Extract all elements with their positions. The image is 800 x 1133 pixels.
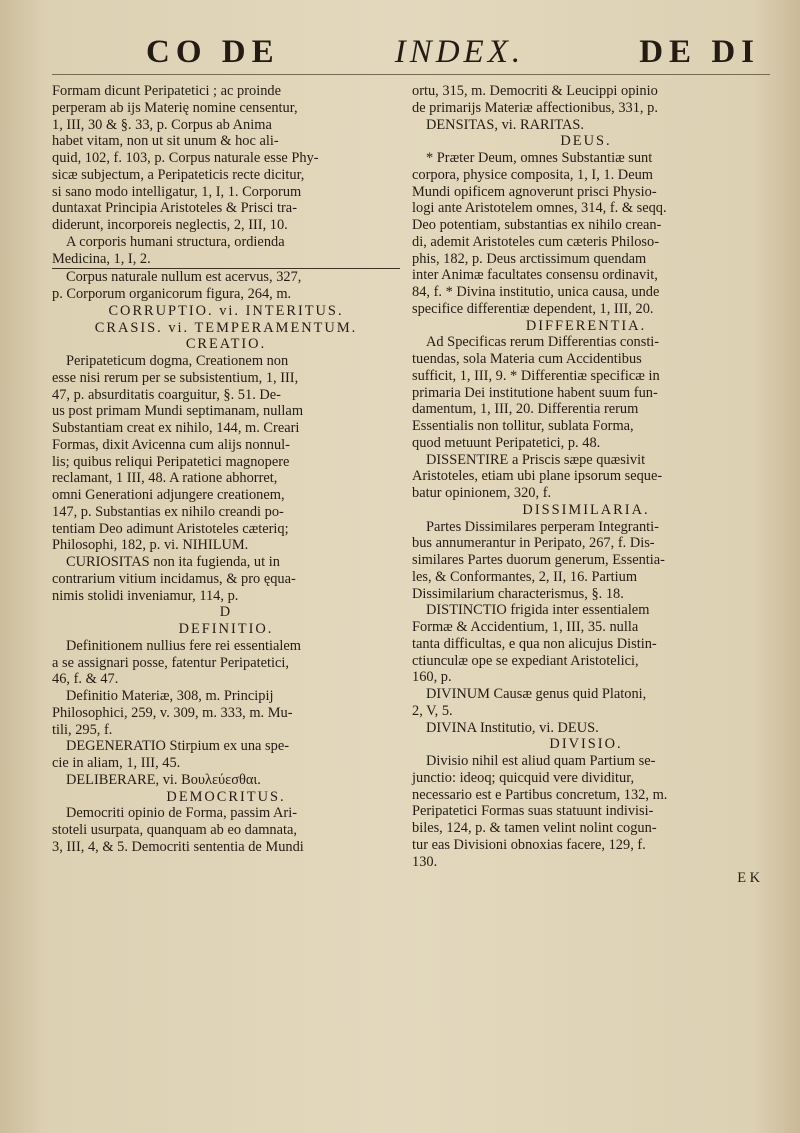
index-line: Corpus naturale nullum est acervus, 327, [66,269,302,286]
index-line: logi ante Aristotelem omnes, 314, f. & seqq. [412,200,667,217]
index-line: batur opinionem, 320, f. [412,485,552,501]
index-line: diderunt, incorporeis neglectis, 2, III, 10. [52,217,288,233]
index-line: si sano modo intelligatur, 1, I, 1. Corporum [52,183,302,200]
index-line: Peripateticum dogma, Creationem non [66,353,289,369]
index-heading: DIFFERENTIA. [525,317,647,334]
index-line: 46, f. & 47. [52,671,119,688]
index-line: 3, III, 4, & 5. Democriti sententia de Mundi [52,838,304,855]
index-heading: CORRUPTIO. vi. INTERITUS. [108,302,344,319]
index-line: les, & Conformantes, 2, II, 16. Partium [412,568,638,585]
index-line: 1, III, 30 & §. 33, p. Corpus ab Anima [52,116,272,133]
index-line: tur eas Divisioni obnoxias facere, 129, f. [412,836,646,853]
index-line: esse nisi rerum per se subsistentium, 1, III, [52,369,299,386]
index-line: Mundi opificem agnoverunt prisci Physio- [412,183,657,200]
index-line: Philosophici, 259, v. 309, m. 333, m. Mu- [52,704,293,721]
index-line: corpora, physice composita, 1, I, 1. Deum [412,166,653,183]
index-line: Philosophi, 182, p. vi. NIHILUM. [52,537,249,554]
index-line: tanta difficultas, e qua non alicujus Distin- [412,635,657,652]
index-line: Divisio nihil est aliud quam Partium se- [426,753,656,769]
index-line: di, ademit Aristoteles cum cæteris Philoso- [412,233,660,250]
header-left: CO DE [146,34,280,70]
index-line: us post primam Mundi septimanam, nullam [52,403,304,420]
left-column [52,83,400,887]
index-line: 2, V, 5. [412,702,453,719]
index-line: de primarijs Materiæ affectionibus, 331, p. [412,99,658,116]
index-line: Democriti opinio de Forma, passim Ari- [66,805,298,822]
index-line: DIVINA Institutio, vi. DEUS. [426,719,599,736]
index-line: CURIOSITAS non ita fugienda, ut in [66,554,280,570]
index-line: nimis stolidi inveniamur, 114, p. [52,587,239,604]
index-line: tuendas, sola Materia cum Accidentibus [412,351,642,367]
index-line: ortu, 315, m. Democriti & Leucippi opinio [412,83,658,99]
index-line: 47, p. absurditatis coarguitur, §. 51. De- [52,386,281,403]
index-line: tili, 295, f. [52,721,113,738]
index-line: perperam ab ijs Materię nomine censentur, [52,99,298,116]
index-line: quod metuunt Peripatetici, p. 48. [412,434,601,451]
index-line: cie in aliam, 1, III, 45. [52,755,181,771]
index-line: 147, p. Substantias ex nihilo creandi po- [52,503,284,520]
index-line: Formas, dixit Avicenna cum alijs nonnul- [52,436,290,453]
index-line: DEGENERATIO Stirpium ex una spe- [66,738,290,755]
index-line: Ad Specificas rerum Differentias consti- [426,334,660,351]
index-line: biles, 124, p. & tamen velint nolint cogun- [412,820,657,836]
index-line: stoteli usurpata, quanquam ab eo damnata, [52,822,297,838]
index-line: habet vitam, non ut sit unum & hoc ali- [52,133,279,150]
running-header [52,34,770,75]
index-line: Definitio Materiæ, 308, m. Principij [66,688,274,704]
index-line: Definitionem nullius fere rei essentialem [66,637,301,654]
index-line: A corporis humani structura, ordienda [66,233,285,250]
index-line: similares Partes duorum generum, Essentia- [412,552,665,568]
index-line: DELIBERARE, vi. Βουλεύεσθαι. [66,771,261,788]
index-line: Formæ & Accidentium, 1, III, 35. nulla [412,619,639,635]
index-line: reclamant, 1 III, 48. A ratione abhorret, [52,470,278,487]
index-line: junctio: ideoq; quicquid vere dividitur, [412,769,635,786]
index-line: primaria Dei institutione habent suum fun- [412,384,658,401]
index-line: DENSITAS, vi. RARITAS. [426,116,585,133]
index-line: Medicina, 1, I, 2. [52,250,151,267]
index-line: Dissimilarium characterismus, §. 18. [412,585,624,602]
index-line: quid, 102, f. 103, p. Corpus naturale esse Phy- [52,150,319,166]
index-line: omni Generationi adjungere creationem, [52,487,285,503]
index-line: ctiunculæ ope se expediant Aristotelici, [412,652,639,669]
index-line: sufficit, 1, III, 9. * Differentiæ specificæ in [412,367,660,384]
index-columns [52,83,770,887]
index-line: necessario est e Partibus concretum, 132, m. [412,786,668,803]
index-line: lis; quibus reliqui Peripatetici magnopere [52,453,290,470]
index-line: duntaxat Principia Aristoteles & Prisci tra- [52,200,297,217]
index-line: contrarium vitium incidamus, & pro ęqua- [52,570,296,587]
index-line: p. Corporum organicorum figura, 264, m. [52,286,292,302]
index-line: tentiam Deo adimunt Aristoteles cæteriq; [52,520,289,537]
index-line: inter Animæ facultates consensu ordinavit, [412,267,658,284]
index-line: Aristoteles, etiam ubi plane ipsorum seque- [412,468,663,485]
index-line: Deo potentiam, substantias ex nihilo crean- [412,217,662,233]
index-heading: CREATIO. [185,336,267,353]
index-line: sicæ subjectum, a Peripateticis recte dicitur, [52,166,305,183]
index-line: DISTINCTIO frigida inter essentialem [426,602,650,619]
index-line: specifice differentiæ dependent, 1, III, 20. [412,300,654,317]
right-column [412,83,760,887]
index-line: DIVINUM Causæ genus quid Platoni, [426,686,647,702]
index-line: * Præter Deum, omnes Substantiæ sunt [426,150,653,166]
index-heading: DEUS. [560,133,612,150]
index-line: Partes Dissimilares perperam Integranti- [426,518,659,535]
index-line: damentum, 1, III, 20. Differentia rerum [412,401,639,418]
index-line: Peripatetici Formas suas statuunt indivisi- [412,803,654,820]
index-line: 130. [412,853,438,870]
index-heading: DIVISIO. [549,736,623,753]
index-line: Formam dicunt Peripatetici ; ac proinde [52,83,281,99]
index-line: a se assignari posse, fatentur Peripatetici, [52,654,289,671]
index-line: bus annumerantur in Peripato, 267, f. Dis- [412,535,655,552]
index-heading: CRASIS. vi. TEMPERAMENTUM. [94,319,358,336]
index-line: Essentialis non tollitur, sublata Forma, [412,418,634,434]
index-line: DISSENTIRE a Priscis sæpe quæsivit [426,451,646,468]
index-heading: DEMOCRITUS. [166,788,286,805]
index-heading: D [219,604,233,621]
index-line: 84, f. * Divina institutio, unica causa, unde [412,284,660,300]
index-line: phis, 182, p. Deus arctissimum quendam [412,250,647,267]
header-center: INDEX. [394,34,525,70]
index-line: E K [737,870,760,887]
index-line: Substantiam creat ex nihilo, 144, m. Creari [52,420,300,436]
index-line: 160, p. [412,669,452,686]
header-right: DE DI [639,34,760,70]
index-heading: DEFINITIO. [178,621,274,637]
index-heading: DISSIMILARIA. [522,501,650,518]
